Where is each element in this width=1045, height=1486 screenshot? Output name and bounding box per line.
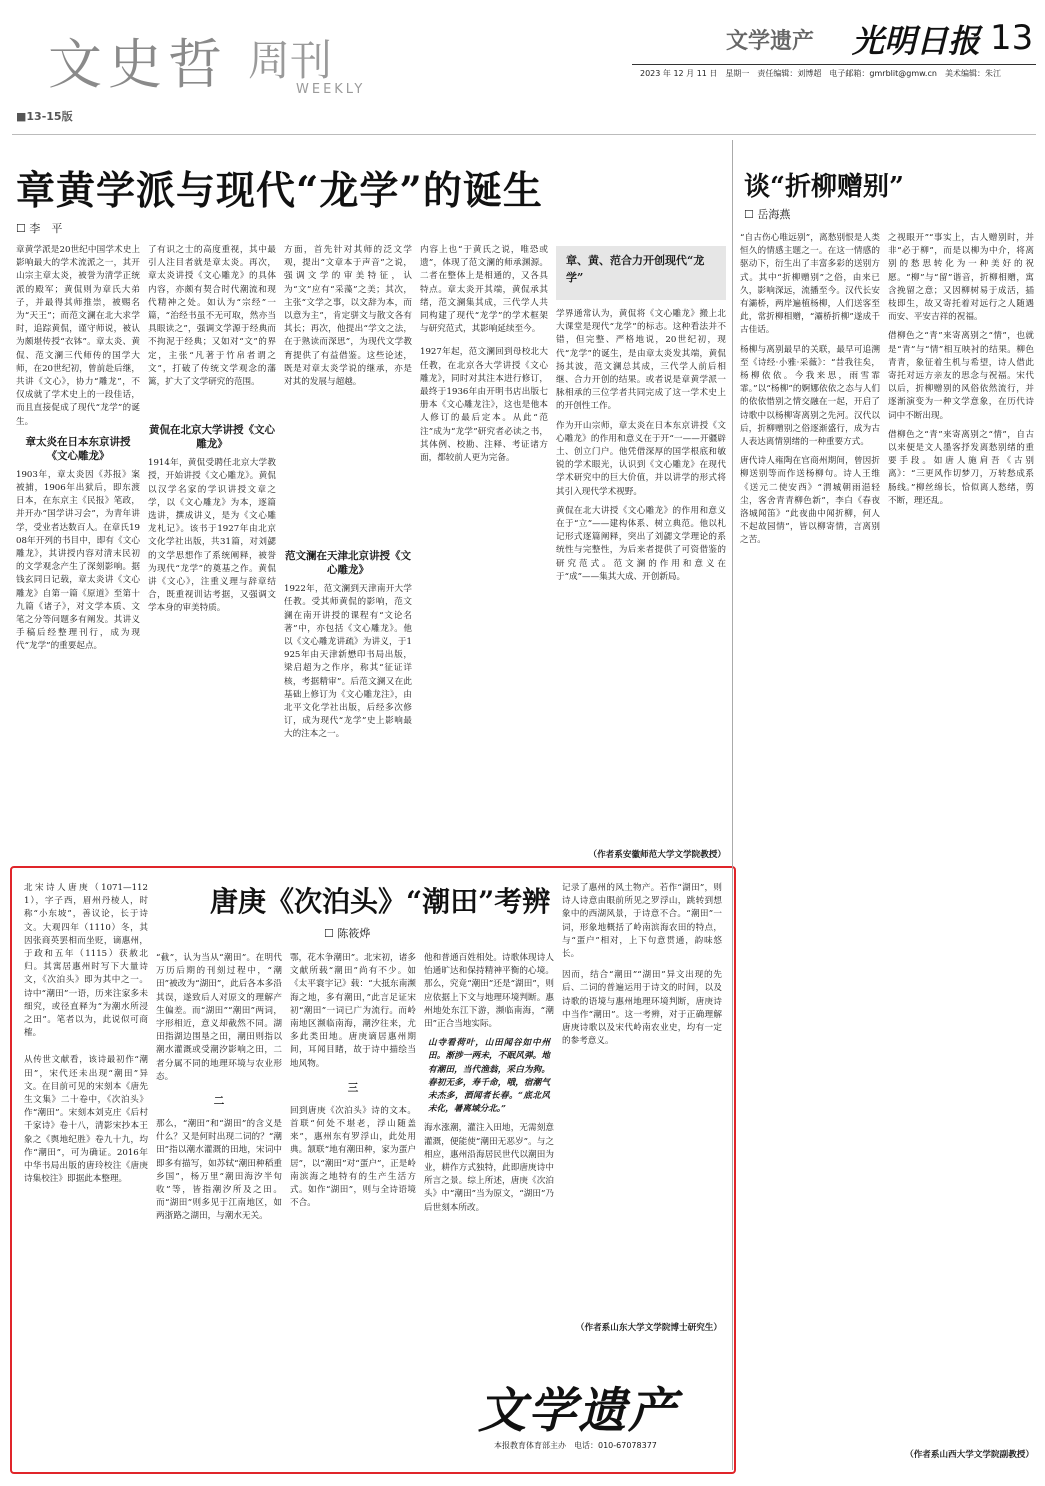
article2-byline: ☐ 陈筱烨 bbox=[324, 927, 371, 940]
right-column-divider bbox=[732, 140, 733, 1470]
article2-col4-text: 他和普通百姓相处。诗歌体现诗人怡通旷达和保持精神平衡的心境。那么，究竟“潮田”还是“湖田”，则应依据上下文与地理环境判断。惠州地处东江下游，濒临南海，“潮田”正合当地实际。 bbox=[424, 953, 554, 1030]
article3-col2c-text: 借柳色之“青”来寄离别之“情”，自古以来便是文人墨客抒发离愁别绪的重要手段。如唐人施肩吾《古别离》：“三更风作切梦刀，万转愁成系肠线。”柳丝绵长，恰似离人愁绪，剪不断，理还乱。 bbox=[888, 429, 1034, 506]
page-tag: 文学遗产 bbox=[726, 29, 815, 54]
article1-column-4 bbox=[420, 244, 548, 858]
article1-column-1 bbox=[16, 244, 140, 858]
article3-col1-text: “自古伤心唯远别”，离愁别恨是人类恒久的情感主题之一。在这一情感的驱动下，衍生出了丰富多彩的送别方式。其中“折柳赠别”之俗，由来已久，影响深远，流播至今。汉代长安有灞桥，两岸遍植杨柳，人们送客至此，常折柳相赠，“灞桥折柳”遂成千古佳话。 bbox=[740, 233, 880, 336]
article1-col2-text: 了有识之士的高度重视，其中最引人注目者就是章太炎。再次，章太炎讲授《文心雕龙》的具体内容，亦颇有契合时代潮流和现代精神之处。如认为“宗经”一篇，“治经书虽不无可取，然亦当具眼读之”，强调文学源于经典而不拘泥于经典；又如对“文”的界定，主张“凡著于竹帛者谓之文”，打破了传统文学观念的藩篱，扩大了文学研究的范围。 bbox=[148, 245, 276, 388]
article1-title: 章黄学派与现代“龙学”的诞生 bbox=[16, 168, 543, 214]
info-line: 2023 年 12 月 11 日 星期一 责任编辑：刘博超 电子邮箱：gmrblit@gmw.cn 美术编辑：朱江 bbox=[640, 69, 1001, 78]
article1-column-2 bbox=[148, 244, 276, 858]
article1-col1-text: 章黄学派是20世纪中国学术史上影响最大的学术流派之一，其开山宗主章太炎，被誉为清学正统派的殿军；黄侃则为章氏大弟子，并最得其师推崇，被赐名为“天王”；而范文澜在北大求学时，追踪黄侃，谨守师说，被认为颇堪传授“衣钵”。章太炎、黄侃、范文澜三代师传的国学大师，在20世纪初，曾前赴后继，共讲《文心》，协力“雕龙”，不仅成就了学术史上的一段佳话，而且直接促成了现代“龙学”的诞生。 bbox=[16, 245, 140, 427]
article2-column-3 bbox=[290, 952, 416, 1454]
article3-credit: （作者系山西大学文学院副教授） bbox=[905, 1450, 1034, 1460]
article3-col2-text: 之视眼开”“事实上，古人赠别时，并非“必于柳”，而是以柳为中介，将离别的愁思转化为一种美好的祝愿。“柳”与“留”谐音，折柳相赠，寓含挽留之意；又因柳树易于成活，插枝即生，故又寄托着对远行之人随遇而安、平安吉祥的祝福。 bbox=[888, 233, 1034, 323]
article1-subhead-3: 范文澜在天津北京讲授《文心雕龙》 bbox=[285, 550, 411, 577]
article1-col5c-text: 黄侃在北大讲授《文心雕龙》的作用和意义在于“立”——建构体系、树立典范。他以札记形式逐篇阐释，突出了刘勰文学理论的系统性与完整性，为后来者提供了可资借鉴的研究范式。范文澜的作用和意义在于“成”——集其大成、开创新局。 bbox=[556, 505, 726, 582]
section-title: 文史哲 bbox=[48, 33, 228, 96]
article1-col3b-text: 1922年，范文澜到天津南开大学任教。受其师黄侃的影响，范文澜在南开讲授的课程有“文论名著”中，亦包括《文心雕龙》。他以《文心雕龙讲疏》为讲义，于1925年由天津新懋印书局出版，梁启超为之作序，称其“征证详核，考据精审”。后范文澜又在此基础上修订为《文心雕龙注》，由北平文化学社出版，后经多次修订，成为现代“龙学”史上影响最大的注本之一。 bbox=[284, 584, 412, 740]
article3-col1b-text: 杨柳与离别最早的关联，最早可追溯至《诗经·小雅·采薇》：“昔我往矣，杨柳依依。今我来思，雨雪霏霏。”以“杨柳”的婀娜依依之态与人们的依依惜别之情交融在一起，开启了诗歌中以杨柳寄离别之先河。汉代以后，折柳赠别之俗逐渐盛行，成为古人表达离情别绪的一种重要方式。 bbox=[740, 344, 880, 448]
article2-title: 唐庚《次泊头》“潮田”考辨 bbox=[210, 885, 551, 918]
article2-col5-text: 记录了惠州的风土物产。若作“湖田”，则诗人诗意由眼前所见之罗浮山，跳转到想象中的西湖风景，于诗意不合。“潮田”一词，形象地概括了岭南滨海农田的特点，与“蛋户”相对，上下句意贯通，韵味悠长。 bbox=[562, 883, 722, 960]
article3-column-2 bbox=[888, 232, 1034, 1442]
article2-column-5 bbox=[562, 882, 722, 1322]
article3-col1c-text: 唐代诗人雍陶在官商州期间，曾因折柳送别等而作送杨柳句。诗人王维《送元二使安西》“渭城朝雨浥轻尘，客舍青青柳色新”，李白《春夜洛城闻笛》“此夜曲中闻折柳，何人不起故园情”，皆以柳寄情，言离别之苦。 bbox=[740, 456, 880, 546]
article2-poem: 山寺看荷叶，山田闻谷如中州田。渐涉一两未，不眠风弹。地有潮田，当代渔翁，采白为狗。春初无多，寿千命，哦，宿潮气未杰多，酒闻者长春。“底北风未化，暑离域分北。” bbox=[428, 1038, 550, 1115]
article1-subhead-1: 章太炎在日本东京讲授《文心雕龙》 bbox=[25, 435, 131, 462]
masthead-divider bbox=[12, 134, 1036, 135]
article1-col4-text: 内容上也“于黄氏之说，唯恐或遗”，体现了范文澜的师承渊源。二者在整体上是相通的，又各具特点。章太炎开其端，黄侃承其绪，范文澜集其成，三代学人共同构建了现代“龙学”的学术框架与研究范式，其影响延续至今。 bbox=[420, 245, 548, 335]
article2-column-1 bbox=[24, 882, 148, 1454]
weekly-zhou: 周刊 bbox=[248, 36, 333, 85]
article2-col2b-text: 那么，“潮田”和“湖田”的含义是什么？又是何时出现二词的？“潮田”指以潮水灌溉的田地，宋词中即多有描写，如苏轼“潮田种稻重乡国”，杨万里“潮田海汐半旬收”等，皆指潮汐所及之田。而“湖田”则多见于江南地区，如两浙路之湖田，与潮水无关。 bbox=[156, 1119, 282, 1222]
article2-col2-text: “截”，认为当从“潮田”。在明代万历后期的刊刻过程中，“潮田”被改为“湖田”，此后各本多沿其误，遂致后人对原文的理解产生偏差。而“湖田”“潮田”两词，字形相近，意义却截然不同。湖田指湖边围垦之田，潮田则指以潮水灌溉或受潮汐影响之田，二者分属不同的地理环境与农业形态。 bbox=[156, 953, 282, 1082]
seal-caption: 本报教育体育部主办 电话：010-67078377 bbox=[494, 1441, 657, 1450]
article1-col5b-text: 作为开山宗师，章太炎在日本东京讲授《文心雕龙》的作用和意义在于开“一——开疆辟土、创立门户。他凭借深厚的国学根底和敏锐的学术眼光，认识到《文心雕龙》在现代学术研究中的巨大价值，并以讲学的形式将其引入现代学术视野。 bbox=[556, 420, 726, 497]
page-number: 13 bbox=[990, 18, 1034, 58]
article1-col5-text: 学界通常认为，黄侃将《文心雕龙》搬上北大课堂是现代“龙学”的标志。这种看法并不错，但完整、严格地说，20世纪初，现代“龙学”的诞生，是由章太炎发其端，黄侃扬其波，范文澜总其成，三代学人前后相继、合力开创的结果。或者说是章黄学派一脉相承的三位学者共同完成了这一学术史上的开创性工作。 bbox=[556, 309, 726, 412]
article2-col3b-text: 回到唐庚《次泊头》诗的文本。首联“何处不堪老，浮山随盖来”，惠州东有罗浮山，此处用典。颔联“地有潮田种，家为蛋户居”，以“潮田”对“蛋户”，正是岭南滨海之地特有的生产生活方式。如作“湖田”，则与全诗语境不合。 bbox=[290, 1105, 416, 1209]
header-rule bbox=[632, 64, 1036, 65]
article1-col2b-text: 1914年，黄侃受聘任北京大学教授，开始讲授《文心雕龙》。黄侃以汉学名家的学识讲授文章之学，以《文心雕龙》为本，逐篇选讲，撰成讲义，是为《文心雕龙札记》。该书于1927年由北京文化学社出版，共31篇，对刘勰的文学思想作了系统阐释，被誉为现代“龙学”的奠基之作。黄侃讲《文心》，注重义理与辞章结合，既重视训诂考据，又强调文学本身的审美特质。 bbox=[148, 458, 276, 614]
article2-section-three: 三 bbox=[347, 1081, 359, 1094]
article1-col3-text: 方面，首先针对其师的泛文学观，提出“文章本于声音”之说，强调文学的审美特征，认为“文”应有“采藻”之美；其次，主张“文学之事，以文辞为本，而以意为主”，肯定骈文与散文各有其长；再次，他提出“学文之法，在于熟读而深思”，为现代文学教育提供了有益借鉴。这些论述，既是对章太炎学说的继承，亦是对其的发展与超越。 bbox=[284, 245, 412, 388]
article3-byline: ☐ 岳海燕 bbox=[744, 208, 791, 221]
paper-name: 光明日报 bbox=[852, 22, 981, 60]
article1-col4b-text: 1927年起，范文澜回到母校北大任教，在北京各大学讲授《文心雕龙》，同时对其注本进行修订，最终于1936年由开明书店出版七册本《文心雕龙注》，这也是他本人修订的最后定本。从此“范注”成为“龙学”研究者必读之书，其体例、校勘、注释、考证诸方面，都较前人更为完备。 bbox=[420, 347, 548, 464]
article1-credit: （作者系安徽师范大学文学院教授） bbox=[588, 850, 726, 860]
article2-column-2 bbox=[156, 952, 282, 1454]
article1-sidebar-box bbox=[556, 246, 726, 300]
article3-column-1 bbox=[740, 232, 880, 1450]
weekly-label: WEEKLY bbox=[296, 82, 366, 97]
article2-credit: （作者系山东大学文学院博士研究生） bbox=[575, 1323, 722, 1333]
page-range: ■13-15版 bbox=[16, 110, 73, 123]
article1-byline: ☐ 李 平 bbox=[16, 222, 63, 235]
article1-sidebar-title: 章、黄、范合力开创现代“龙学” bbox=[566, 254, 705, 284]
article1-col1b-text: 1903年，章太炎因《苏报》案被捕，1906年出狱后，即东渡日本，在东京主《民报》笔政，并开办“国学讲习会”，为青年讲学，受业者达数百人。在章氏1908年开列的书目中，即有《文心雕龙》，其讲授内容对清末民初的文学观念产生了深刻影响。据钱玄同日记载，章太炎讲《文心雕龙》自第一篇《原道》至第十九篇《诸子》，对文学本质、文笔之分等问题多有阐发。其讲义手稿后经整理刊行，成为现代“龙学”的重要起点。 bbox=[16, 469, 140, 652]
article2-col1b-text: 从传世文献看，该诗最初作“潮田”，宋代还未出现“潮田”异文。在目前可见的宋刻本《唐先生文集》二十卷中，《次泊头》作“潮田”。宋刻本刘克庄《后村千家诗》卷十八，清影宋抄本王象之《舆地纪胜》卷九十九，均作“潮田”，可为确证。2016年中华书局出版的唐玲校注《唐庚诗集校注》即据此本整理。 bbox=[24, 1055, 148, 1185]
article3-col2b-text: 借柳色之“青”来寄离别之“情”，也就是“青”与“情”相互映衬的结果。柳色青青，象征着生机与希望，诗人借此寄托对远方亲友的思念与祝福。宋代以后，折柳赠别的风俗依然流行，并逐渐演变为一种文学意象，在历代诗词中不断出现。 bbox=[888, 331, 1034, 421]
article1-column-3 bbox=[284, 244, 412, 858]
article2-col5b-text: 因而，结合“潮田”“湖田”异文出现的先后、二词的普遍运用于诗文的时间，以及诗歌的语境与惠州地理环境判断，唐庚诗中当作“潮田”。这一考辨，对于正确理解唐庚诗歌以及宋代岭南农业史，均有一定的参考意义。 bbox=[562, 970, 722, 1047]
article1-subhead-2: 黄侃在北京大学讲授《文心雕龙》 bbox=[149, 424, 275, 451]
article3-title: 谈“折柳赠别” bbox=[744, 172, 904, 202]
article2-section-two: 二 bbox=[213, 1095, 225, 1108]
article1-column-5 bbox=[556, 308, 726, 846]
article2-col4b-text: 海水涨潮，灌注入田地，无需刻意灌溉，便能使“潮田无恶岁”。与之相应，惠州沿海居民世代以潮田为业，耕作方式独特，此即唐庚诗中所言之景。综上所述，唐庚《次泊头》中“潮田”当为原文，“湖田”乃后世刻本所改。 bbox=[424, 1123, 554, 1213]
seal-logo: 文学遗产 bbox=[478, 1383, 679, 1439]
article2-col3-text: 鄂，花木争潮田”。北宋初，诸多文献所载“潮田”尚有不少。如《太平寰宇记》载：“大抵东南濒海之地，多有潮田，”此言足证宋初“潮田”一词已广为流行。而岭南地区濒临南海，潮汐往来，尤多此类田地。唐庚谪居惠州期间，耳闻目睹，故于诗中描绘当地风物。 bbox=[290, 953, 416, 1069]
article2-col1-text: 北宋诗人唐庚（1071—1121），字子西，眉州丹棱人，时称“小东坡”，善议论，长于诗文。大观四年（1110）冬，其因张商英罢相而坐贬，谪惠州，于政和五年（1115）获赦北归。其寓居惠州时写下大量诗文，《次泊头》即为其中之一。诗中“潮田”一语，历来注家多未细究，或径直释为“为潮水所浸之田”。笔者以为，此说似可商榷。 bbox=[24, 883, 148, 1039]
